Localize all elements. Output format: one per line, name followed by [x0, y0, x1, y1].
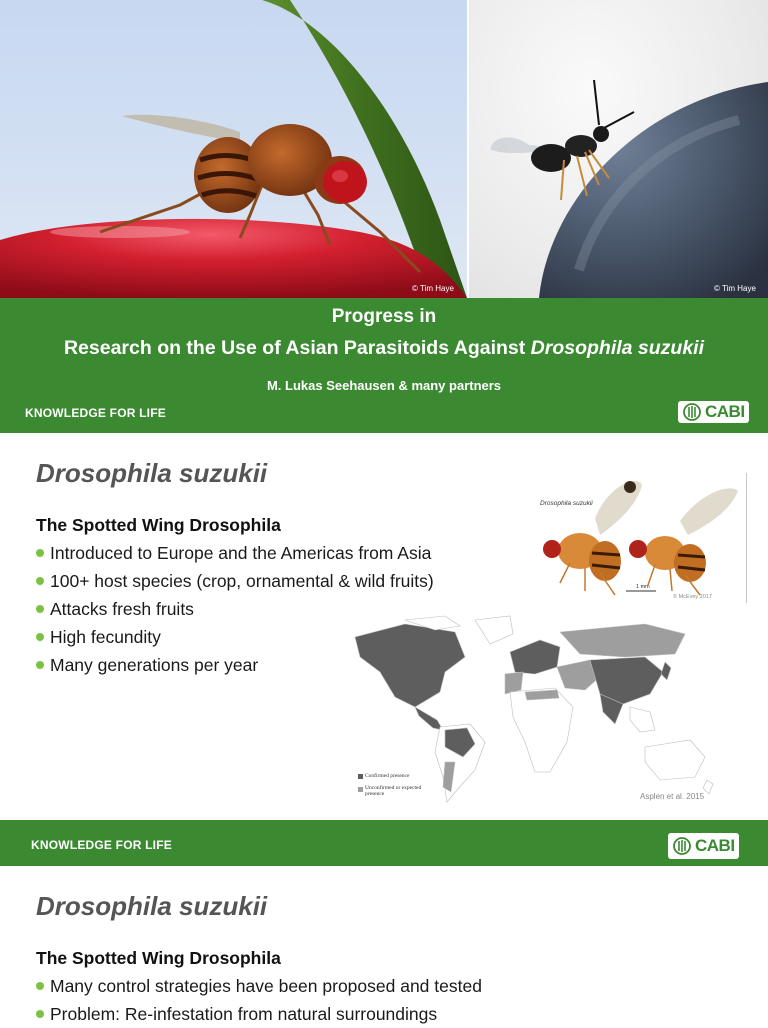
photo-credit: © Tim Haye [412, 284, 454, 293]
cabi-logo-text: CABI [695, 836, 735, 855]
bullet-dot-icon [36, 549, 44, 557]
tagline: KNOWLEDGE FOR LIFE [25, 406, 166, 420]
list-item [36, 567, 434, 595]
drosophila-fly-illustration [0, 0, 467, 298]
scale-label: 1 mm [636, 584, 650, 590]
photo-parasitoid-wasp [469, 0, 768, 298]
cabi-logo-icon [672, 837, 692, 855]
list-item [36, 972, 482, 1000]
figure-credit: © McEvey 2017 [673, 594, 712, 600]
bullet-dot-icon [36, 605, 44, 613]
figure-caption: Drosophila suzukii [540, 500, 593, 507]
slide-title-line1: Progress in [331, 306, 437, 327]
bullet-dot-icon [36, 633, 44, 641]
bullet-dot-icon [36, 1010, 44, 1018]
cabi-logo [678, 401, 749, 423]
author-line: M. Lukas Seehausen & many partners [266, 378, 502, 393]
title-text: Research on the Use of Asian Parasitoids Against [63, 337, 531, 359]
bullet-text: High fecundity [50, 627, 161, 647]
slide-title: Drosophila suzukii [36, 458, 268, 488]
cabi-logo [668, 833, 739, 859]
parasitoid-wasp-illustration [469, 0, 768, 298]
bullet-dot-icon [36, 982, 44, 990]
species-name: Drosophila suzukii [530, 337, 705, 359]
bullet-text: Many control strategies have been proposed and tested [50, 976, 482, 996]
photo-credit: © Tim Haye [714, 284, 756, 293]
bullet-dot-icon [36, 577, 44, 585]
cabi-logo-icon [682, 403, 702, 421]
fly-specimen-figure [530, 473, 747, 603]
slide-title-line2 [0, 337, 768, 360]
bullet-text: Problem: Re-infestation from natural surroundings [50, 1004, 438, 1024]
cabi-logo-text: CABI [705, 402, 745, 421]
bullet-text: Introduced to Europe and the Americas from Asia [50, 543, 432, 563]
slide-subtitle: The Spotted Wing Drosophila [36, 948, 281, 968]
photo-drosophila-on-cherry [0, 0, 467, 298]
map-credit: Asplen et al. 2015 [640, 792, 705, 801]
bullet-text: Many generations per year [50, 655, 259, 675]
map-legend-confirmed: Confirmed presence [365, 773, 410, 779]
bullet-text: Attacks fresh fruits [50, 599, 194, 619]
map-legend-unconfirmed: Unconfirmed or expected presence [365, 785, 422, 797]
slide-title: Drosophila suzukii [36, 891, 268, 921]
slide-subtitle: The Spotted Wing Drosophila [36, 515, 281, 535]
bullet-list [36, 972, 482, 1028]
bullet-text: 100+ host species (crop, ornamental & wild fruits) [50, 571, 434, 591]
world-distribution-map [345, 612, 725, 807]
tagline: KNOWLEDGE FOR LIFE [31, 838, 172, 852]
list-item [36, 539, 434, 567]
bullet-dot-icon [36, 661, 44, 669]
